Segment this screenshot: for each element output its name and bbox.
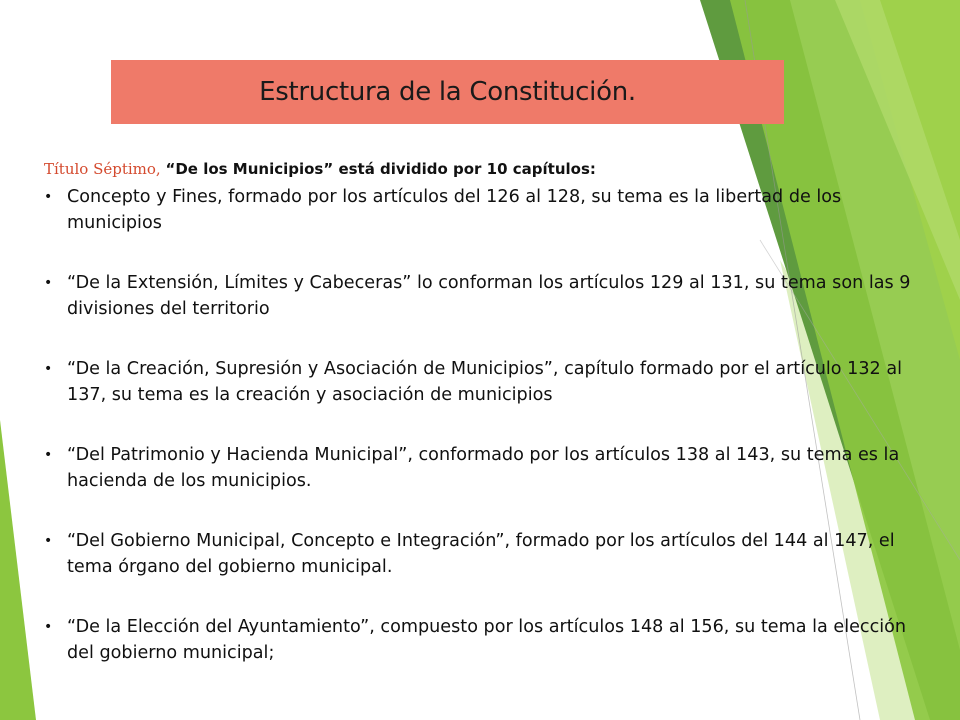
bullet-item	[44, 184, 914, 236]
bullet-list	[44, 184, 914, 700]
bullet-dot-icon: •	[44, 619, 53, 635]
title-banner	[111, 60, 784, 124]
bullet-dot-icon: •	[44, 447, 53, 463]
bullet-dot-icon: •	[44, 275, 53, 291]
left-green-wedge	[0, 420, 36, 720]
bullet-text: “De la Creación, Supresión y Asociación de Municipios”, capítulo formado por el artículo 132 al 137, su tema es la creación y asociación de municipios	[67, 359, 903, 405]
bullet-text: “Del Gobierno Municipal, Concepto e Integración”, formado por los artículos del 144 al 147, el tema órgano del gobierno municipal.	[67, 531, 895, 577]
bullet-text: “Del Patrimonio y Hacienda Municipal”, conformado por los artículos 138 al 143, su tema es la hacienda de los municipios.	[67, 445, 900, 491]
title-name: Título Séptimo,	[44, 160, 161, 178]
bullet-dot-icon: •	[44, 533, 53, 549]
bullet-text: Concepto y Fines, formado por los artículos del 126 al 128, su tema es la libertad de los municipios	[67, 187, 842, 233]
chapter-heading-text: “De los Municipios” está dividido por 10 capítulos:	[165, 160, 596, 178]
bullet-text: “De la Elección del Ayuntamiento”, compuesto por los artículos 148 al 156, su tema la elección del gobierno municipal;	[67, 617, 907, 663]
slide-title: Estructura de la Constitución.	[259, 77, 636, 107]
bullet-dot-icon: •	[44, 361, 53, 377]
chapter-heading	[44, 160, 904, 178]
bullet-item	[44, 442, 914, 494]
bullet-item	[44, 614, 914, 666]
bullet-dot-icon: •	[44, 189, 53, 205]
bullet-text: “De la Extensión, Límites y Cabeceras” lo conforman los artículos 129 al 131, su tema son las 9 divisiones del territorio	[67, 273, 911, 319]
bullet-item	[44, 528, 914, 580]
bullet-item	[44, 356, 914, 408]
bullet-item	[44, 270, 914, 322]
